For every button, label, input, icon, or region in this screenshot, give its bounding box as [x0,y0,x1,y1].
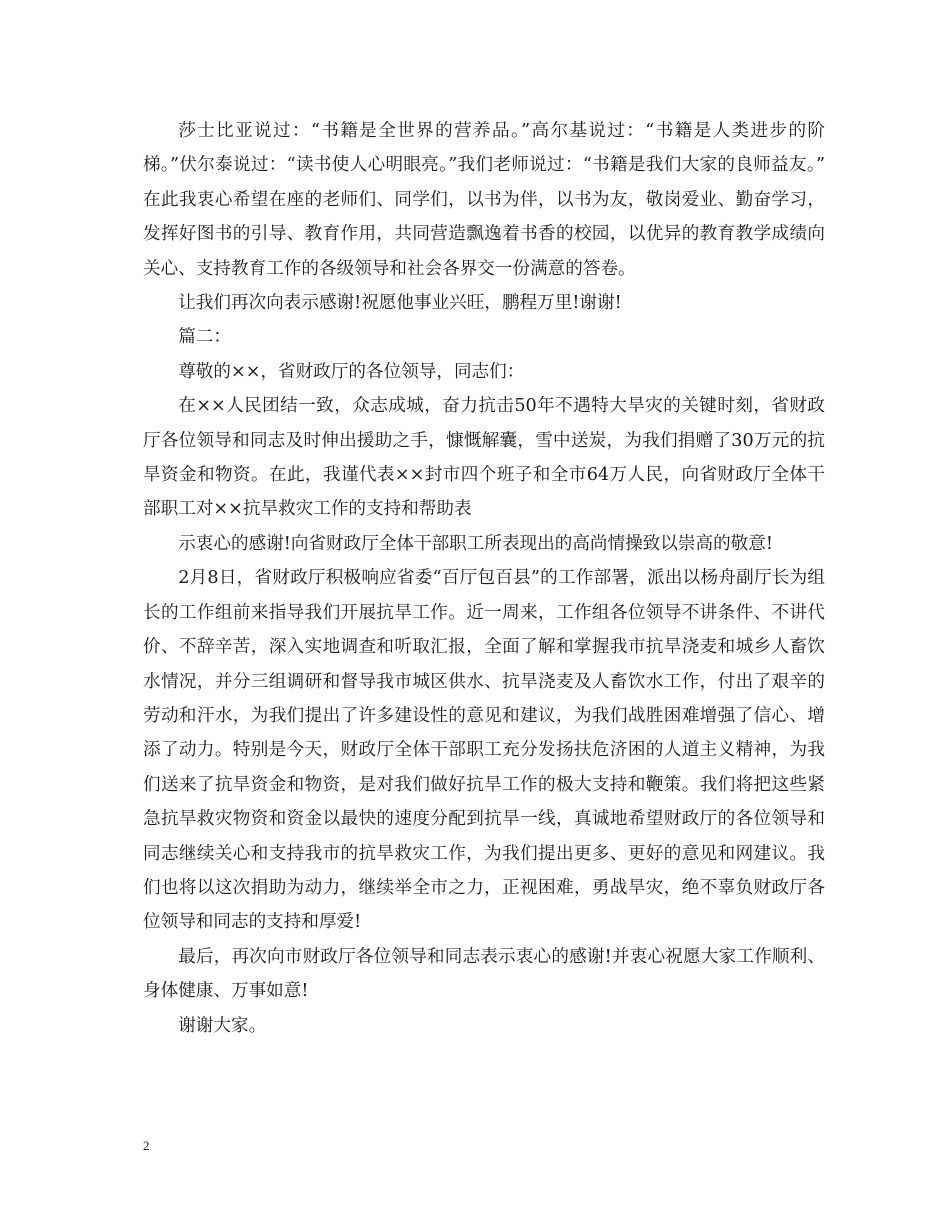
paragraph-book-quotes: 莎士比亚说过：“书籍是全世界的营养品。”高尔基说过：“书籍是人类进步的阶梯。”伏尔泰说过：“读书使人心明眼亮。”我们老师说过：“书籍是我们大家的良师益友。” 在此我衷心希望在座的老师们、同学们，以书为伴，以书为友，敬岗爱业、勤奋学习，发挥好图书的引导、教育作用，共同营造飘逸着书香的校园，以优异的教育教学成绩向关心、支持教育工作的各级领导和社会各界交一份满意的答卷。 [143,121,843,279]
section-heading-part-two: 篇二： [178,327,231,348]
page-number: 2 [143,1138,150,1153]
paragraph-salutation: 尊敬的××，省财政厅的各位领导，同志们： [178,361,525,382]
paragraph-drought-donation: 在××人民团结一致，众志成城，奋力抗击50年不遇特大旱灾的关键时刻，省财政厅各位领导和同志及时伸出援助之手，慷慨解囊，雪中送炭，为我们捐赠了30万元的抗旱资金和物资。在此，我谨代表××封市四个班子和全市64万人民，向省财政厅全体干部职工对××抗旱救灾工作的支持和帮助表 [143,396,825,520]
paragraph-thank-you-all: 谢谢大家。 [178,1015,267,1036]
paragraph-gratitude-respect: 示衷心的感谢!向省财政厅全体干部职工所表现出的高尚情操致以崇高的敬意! [178,533,773,554]
document-body [143,114,843,1043]
paragraph-closing-thanks: 最后，再次向市财政厅各位领导和同志表示衷心的感谢!并衷心祝愿大家工作顺利、身体健康、万事如意! [143,946,825,1002]
paragraph-thanks-wishes: 让我们再次向表示感谢!祝愿他事业兴旺，鹏程万里!谢谢! [178,293,622,314]
paragraph-work-group: 2月8日，省财政厅积极响应省委“百厅包百县”的工作部署，派出以杨舟副厅长为组长的工作组前来指导我们开展抗旱工作。近一周来，工作组各位领导不讲条件、不讲代价、不辞辛苦，深入实地调查和听取汇报，全面了解和掌握我市抗旱浇麦和城乡人畜饮水情况，并分三组调研和督导我市城区供水、抗旱浇麦及人畜饮水工作，付出了艰辛的劳动和汗水，为我们提出了许多建设性的意见和建议，为我们战胜困难增强了信心、增添了动力。特别是今天，财政厅全体干部职工充分发扬扶危济困的人道主义精神，为我们送来了抗旱资金和物资，是对我们做好抗旱工作的极大支持和鞭策。我们将把这些紧急抗旱救灾物资和资金以最快的速度分配到抗旱一线，真诚地希望财政厅的各位领导和同志继续关心和支持我市的抗旱救灾工作，为我们提出更多、更好的意见和网建议。我们也将以这次捐助为动力，继续举全市之力，正视困难，勇战旱灾，绝不辜负财政厅各位领导和同志的支持和厚爱! [143,568,825,933]
